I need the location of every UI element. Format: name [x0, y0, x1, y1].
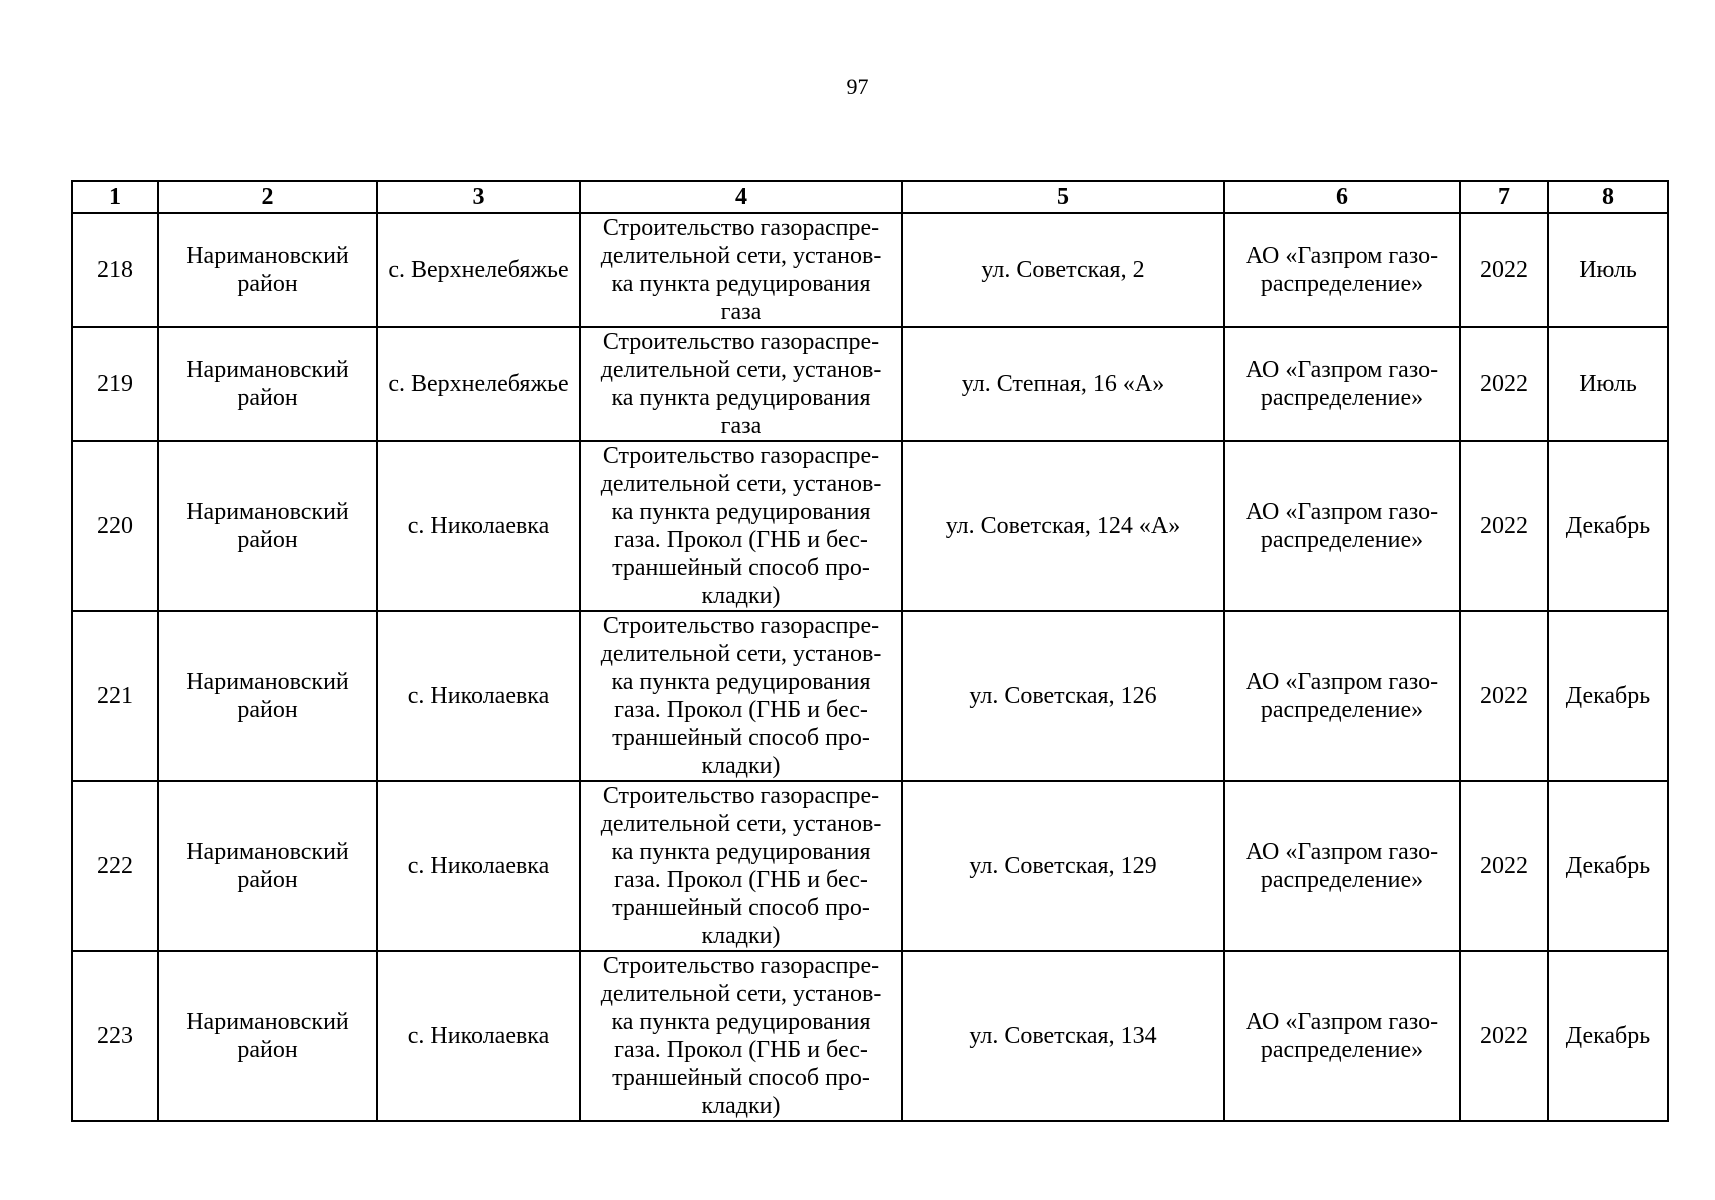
year-cell: 2022 [1460, 951, 1548, 1121]
work-line: Строительство газораспре- [602, 783, 880, 809]
table-row [72, 611, 1668, 781]
settlement-cell: с. Николаевка [377, 951, 580, 1121]
month-cell: Декабрь [1548, 781, 1668, 951]
work-description-cell [580, 327, 902, 441]
work-line: траншейный способ про- [612, 555, 870, 581]
work-description-cell [580, 213, 902, 327]
header-col-7: 7 [1460, 181, 1548, 213]
work-description-cell [580, 951, 902, 1121]
district-cell: Наримановский район [158, 441, 377, 611]
work-line: газа. Прокол (ГНБ и бес- [614, 867, 868, 893]
row-number: 220 [72, 441, 158, 611]
header-col-5: 5 [902, 181, 1224, 213]
work-line: газа. Прокол (ГНБ и бес- [614, 697, 868, 723]
settlement-cell: с. Верхнелебяжье [377, 213, 580, 327]
work-line: траншейный способ про- [612, 725, 870, 751]
table-row [72, 781, 1668, 951]
work-line: делительной сети, установ- [600, 471, 882, 497]
page-number: 97 [846, 74, 869, 99]
organization-cell: АО «Газпром газо-распределение» [1224, 441, 1460, 611]
work-line: кладки) [701, 583, 781, 609]
work-line: делительной сети, установ- [600, 243, 882, 269]
settlement-cell: с. Николаевка [377, 781, 580, 951]
header-col-3: 3 [377, 181, 580, 213]
row-number: 223 [72, 951, 158, 1121]
table-row [72, 327, 1668, 441]
work-description-cell [580, 441, 902, 611]
district-cell: Наримановский район [158, 327, 377, 441]
table-row [72, 951, 1668, 1121]
row-number: 221 [72, 611, 158, 781]
month-cell: Декабрь [1548, 951, 1668, 1121]
row-number: 218 [72, 213, 158, 327]
address-cell: ул. Советская, 2 [902, 213, 1224, 327]
work-line: газа [720, 413, 762, 439]
header-col-4: 4 [580, 181, 902, 213]
work-line: газа. Прокол (ГНБ и бес- [614, 527, 868, 553]
work-line: Строительство газораспре- [602, 443, 880, 469]
table-row [72, 213, 1668, 327]
month-cell: Июль [1548, 327, 1668, 441]
work-line: траншейный способ про- [612, 895, 870, 921]
address-cell: ул. Степная, 16 «А» [902, 327, 1224, 441]
year-cell: 2022 [1460, 611, 1548, 781]
district-cell: Наримановский район [158, 951, 377, 1121]
row-number: 222 [72, 781, 158, 951]
settlement-cell: с. Верхнелебяжье [377, 327, 580, 441]
work-line: кладки) [701, 753, 781, 779]
month-cell: Декабрь [1548, 441, 1668, 611]
work-line: делительной сети, установ- [600, 811, 882, 837]
work-description-cell [580, 781, 902, 951]
year-cell: 2022 [1460, 327, 1548, 441]
month-cell: Декабрь [1548, 611, 1668, 781]
organization-cell: АО «Газпром газо-распределение» [1224, 951, 1460, 1121]
organization-cell: АО «Газпром газо-распределение» [1224, 611, 1460, 781]
year-cell: 2022 [1460, 213, 1548, 327]
work-line: ка пункта редуцирования [611, 839, 871, 865]
year-cell: 2022 [1460, 441, 1548, 611]
work-line: Строительство газораспре- [602, 953, 880, 979]
month-cell: Июль [1548, 213, 1668, 327]
work-line: газа. Прокол (ГНБ и бес- [614, 1037, 868, 1063]
settlement-cell: с. Николаевка [377, 441, 580, 611]
address-cell: ул. Советская, 129 [902, 781, 1224, 951]
header-col-2: 2 [158, 181, 377, 213]
work-line: Строительство газораспре- [602, 613, 880, 639]
address-cell: ул. Советская, 124 «А» [902, 441, 1224, 611]
work-line: делительной сети, установ- [600, 641, 882, 667]
work-line: делительной сети, установ- [600, 357, 882, 383]
organization-cell: АО «Газпром газо-распределение» [1224, 213, 1460, 327]
organization-cell: АО «Газпром газо-распределение» [1224, 327, 1460, 441]
address-cell: ул. Советская, 134 [902, 951, 1224, 1121]
works-table [71, 180, 1669, 1122]
header-col-6: 6 [1224, 181, 1460, 213]
table-row [72, 441, 1668, 611]
header-col-8: 8 [1548, 181, 1668, 213]
work-line: кладки) [701, 923, 781, 949]
address-cell: ул. Советская, 126 [902, 611, 1224, 781]
district-cell: Наримановский район [158, 781, 377, 951]
work-line: делительной сети, установ- [600, 981, 882, 1007]
work-line: Строительство газораспре- [602, 215, 880, 241]
organization-cell: АО «Газпром газо-распределение» [1224, 781, 1460, 951]
work-line: траншейный способ про- [612, 1065, 870, 1091]
district-cell: Наримановский район [158, 213, 377, 327]
work-line: ка пункта редуцирования [611, 499, 871, 525]
header-col-1: 1 [72, 181, 158, 213]
district-cell: Наримановский район [158, 611, 377, 781]
settlement-cell: с. Николаевка [377, 611, 580, 781]
work-line: ка пункта редуцирования [611, 1009, 871, 1035]
header-row [72, 181, 1668, 213]
work-line: ка пункта редуцирования [611, 385, 871, 411]
work-description-cell [580, 611, 902, 781]
row-number: 219 [72, 327, 158, 441]
work-line: Строительство газораспре- [602, 329, 880, 355]
work-line: ка пункта редуцирования [611, 669, 871, 695]
work-line: кладки) [701, 1093, 781, 1119]
work-line: ка пункта редуцирования [611, 271, 871, 297]
work-line: газа [720, 299, 762, 325]
year-cell: 2022 [1460, 781, 1548, 951]
